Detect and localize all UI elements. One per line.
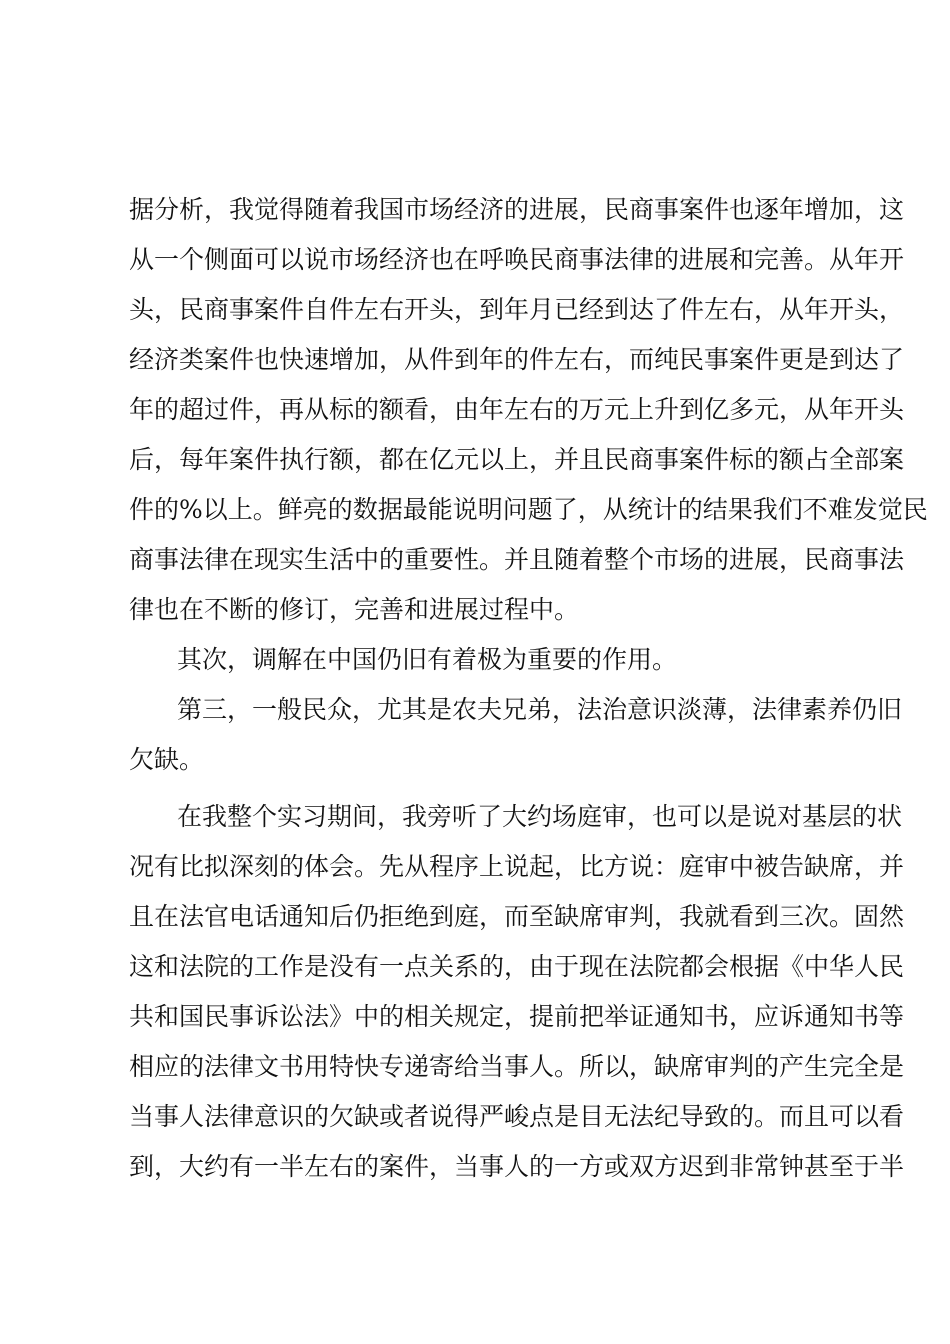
text-line: 据分析，我觉得随着我国市场经济的进展，民商事案件也逐年增加，这 xyxy=(129,195,905,224)
text-line: 第三，一般民众，尤其是农夫兄弟，法治意识淡薄，法律素养仍旧 xyxy=(177,695,903,724)
text-line: 从一个侧面可以说市场经济也在呼唤民商事法律的进展和完善。从年开 xyxy=(129,245,905,274)
text-line: 后，每年案件执行额，都在亿元以上，并且民商事案件标的额占全部案 xyxy=(129,445,905,474)
text-line: 况有比拟深刻的体会。先从程序上说起，比方说：庭审中被告缺席，并 xyxy=(129,852,905,881)
text-line: 在我整个实习期间，我旁听了大约场庭审，也可以是说对基层的状 xyxy=(177,802,903,831)
text-line: 到，大约有一半左右的案件，当事人的一方或双方迟到非常钟甚至于半 xyxy=(129,1152,905,1181)
text-line: 律也在不断的修订，完善和进展过程中。 xyxy=(129,595,580,624)
text-line: 经济类案件也快速增加，从件到年的件左右，而纯民事案件更是到达了 xyxy=(129,345,905,374)
text-line: 相应的法律文书用特快专递寄给当事人。所以，缺席审判的产生完全是 xyxy=(129,1052,905,1081)
text-line: 其次，调解在中国仍旧有着极为重要的作用。 xyxy=(177,645,678,674)
text-line: 商事法律在现实生活中的重要性。并且随着整个市场的进展，民商事法 xyxy=(129,545,905,574)
text-line: 年的超过件，再从标的额看，由年左右的万元上升到亿多元，从年开头 xyxy=(129,395,905,424)
text-line: 头，民商事案件自件左右开头，到年月已经到达了件左右，从年开头， xyxy=(129,295,905,324)
text-line: 件的%以上。鲜亮的数据最能说明问题了，从统计的结果我们不难发觉民 xyxy=(129,495,928,524)
text-line: 这和法院的工作是没有一点关系的，由于现在法院都会根据《中华人民 xyxy=(129,952,905,981)
text-line: 且在法官电话通知后仍拒绝到庭，而至缺席审判，我就看到三次。固然 xyxy=(129,902,905,931)
text-line: 共和国民事诉讼法》中的相关规定，提前把举证通知书，应诉通知书等 xyxy=(129,1002,905,1031)
text-line: 欠缺。 xyxy=(129,745,205,774)
text-line: 当事人法律意识的欠缺或者说得严峻点是目无法纪导致的。而且可以看 xyxy=(129,1102,905,1131)
